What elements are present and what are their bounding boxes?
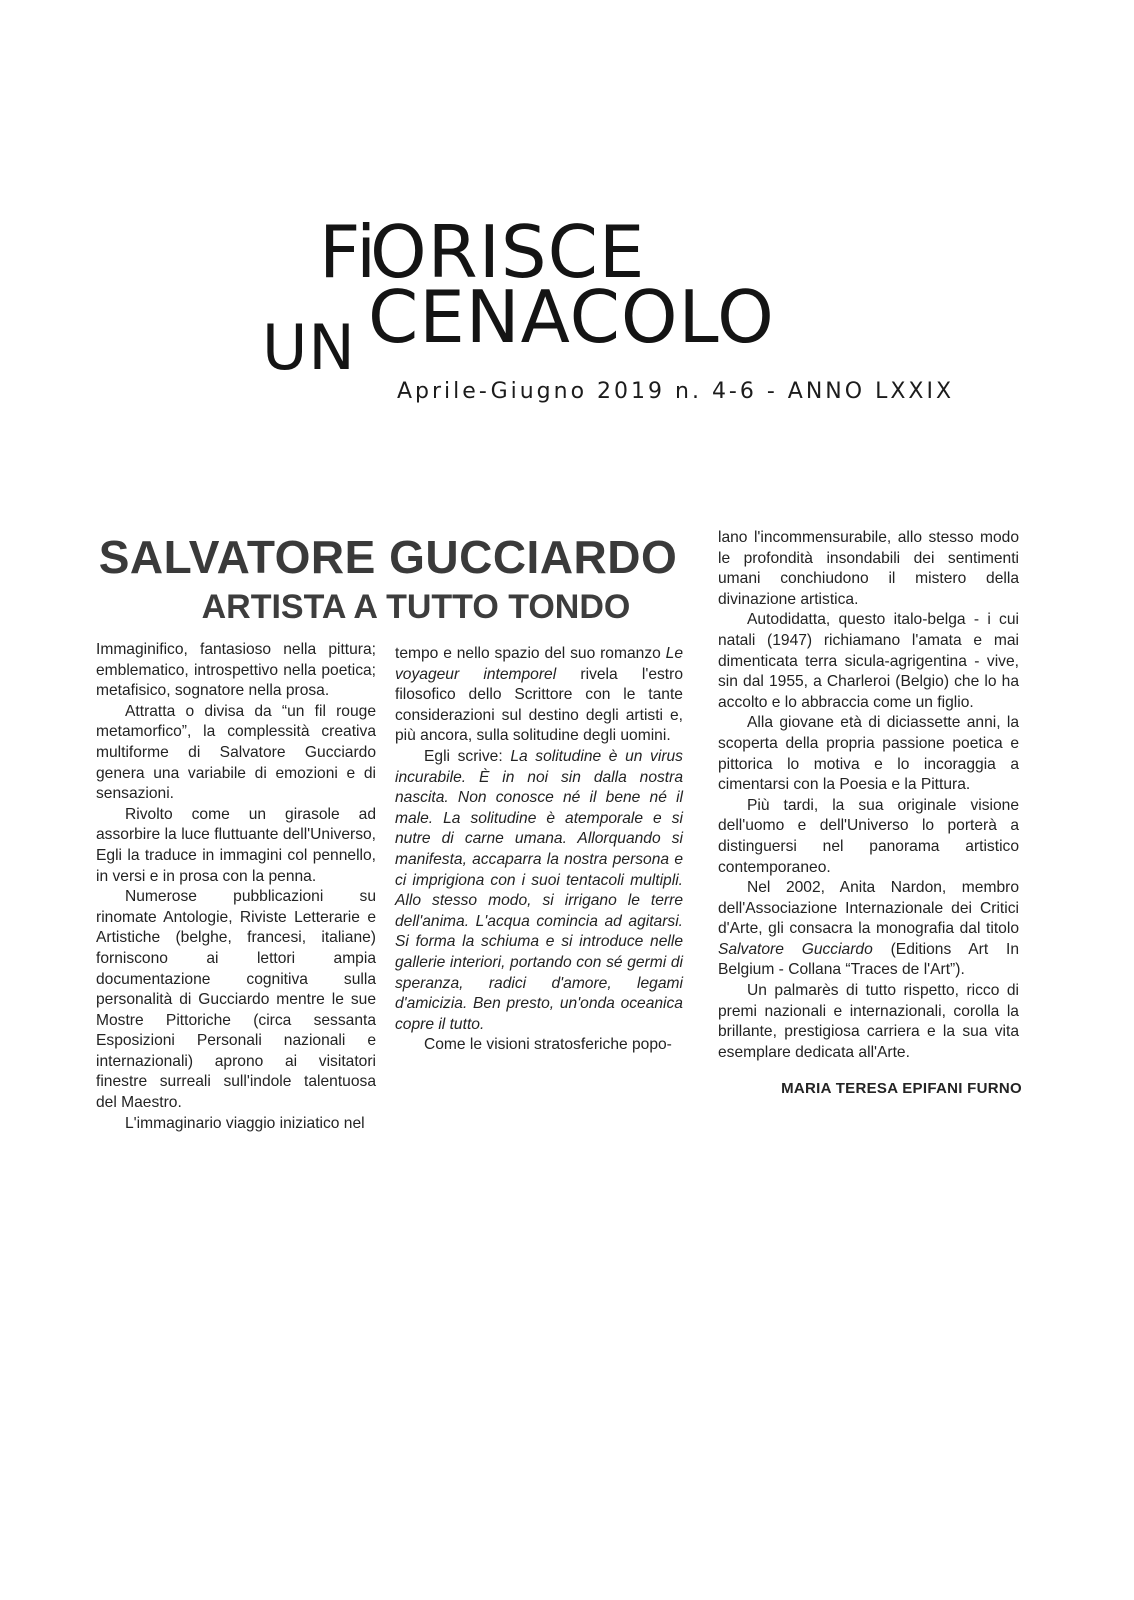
quotation: La solitudine è un virus incurabile. È in noi sin dalla nostra nascita. Non conosce né il bene né il male. La solitudine è atemporale e si nutre di carne umana. Allorquando si manifesta, accaparra la nostra persona e ci imprigiona con i suoi tentacoli multipli. Allo stesso modo, si irrigano le terre dell'anima. L'acqua comincia ad agitarsi. Si forma la schiuma e si introduce nelle gallerie interiori, portando con sé germi di speranza, radici d'amore, legami d'amicizia. Ben presto, un'onda oceanica copre il tutto.	[395, 747, 683, 1033]
article-headline: SALVATORE GUCCIARDO	[98, 531, 678, 583]
paragraph: Alla giovane età di diciassette anni, la scoperta della propria passione poetica e pittorica lo motiva e lo incoraggia a cimentarsi con la Poesia e la Pittura.	[718, 714, 1019, 794]
text-run: tempo e nello spazio del suo romanzo	[395, 645, 666, 662]
masthead-orisce: ORISCE	[370, 210, 646, 294]
paragraph: Più tardi, la sua originale visione dell'uomo e dell'Universo lo porterà a distinguersi nel panorama artistico contemporaneo.	[718, 796, 1019, 876]
paragraph: L'immaginario viaggio iniziatico nel	[125, 1114, 365, 1132]
article-column-2	[395, 644, 683, 1056]
paragraph	[395, 747, 683, 1035]
monograph-title: Salvatore Gucciardo	[718, 940, 873, 958]
masthead-fi: Fi	[319, 210, 378, 294]
paragraph: Attratta o divisa da “un fil rouge metamorfico”, la complessità creativa multiforme di Salvatore Gucciardo genera una variabile di emozioni e di sensazioni.	[96, 702, 376, 803]
paragraph: Un palmarès di tutto rispetto, ricco di premi nazionali e internazionali, corolla la brillante, prestigiosa carriera e la sua vita esemplare dedicata all'Arte.	[718, 982, 1019, 1061]
article-column-3	[718, 528, 1019, 1063]
text-run: Nel 2002, Anita Nardon, membro dell'Associazione Internazionale dei Critici d'Arte, gli consacra la monografia dal titolo	[718, 879, 1019, 938]
paragraph	[718, 878, 1019, 981]
masthead-cenacolo: CENACOLO	[368, 275, 775, 359]
paragraph: Autodidatta, questo italo-belga - i cui natali (1947) richiamano l'amata e mai dimenticata terra sicula-agrigentina - vive, sin dal 1955, a Charleroi (Belgio) che lo ha accolto e lo abbraccia come un figlio.	[718, 611, 1019, 711]
author-byline: MARIA TERESA EPIFANI FURNO	[781, 1080, 1022, 1097]
text-run: Egli scrive:	[424, 747, 511, 765]
issue-line: Aprile-Giugno 2019 n. 4-6 - ANNO LXXIX	[397, 379, 955, 404]
paragraph: Rivolto come un girasole ad assorbire la luce fluttuante dell'Universo, Egli la traduce in immagini col pennello, in versi e in prosa con la penna.	[96, 805, 376, 885]
masthead-un: UN	[262, 311, 356, 384]
article-column-1	[96, 640, 376, 1134]
masthead	[0, 0, 1134, 420]
paragraph: Numerose pubblicazioni su rinomate Antologie, Riviste Letterarie e Artistiche (belghe, francesi, italiane) forniscono ai lettori ampia documentazione cognitiva sulla personalità di Gucciardo mentre le sue Mostre Pittoriche (circa sessanta Esposizioni Personali nazionali e internazionali) aprono ai visitatori finestre surreali sull'indole talentuosa del Maestro.	[96, 888, 376, 1112]
book-title: Le voyageur intemporel	[395, 645, 683, 683]
paragraph: Immaginifico, fantasioso nella pittura; emblematico, introspettivo nella poetica; metafisico, sognatore nella prosa.	[96, 641, 376, 700]
paragraph	[395, 644, 683, 747]
text-run: (Editions Art In Belgium - Collana “Traces de l'Art”).	[718, 940, 1019, 979]
paragraph: lano l'incommensurabile, allo stesso modo le profondità insondabili dei sentimenti umani conchiudono il mistero della divinazione artistica.	[718, 529, 1019, 608]
article-subheadline: ARTISTA A TUTTO TONDO	[201, 588, 631, 626]
text-run: rivela l'estro filosofico dello Scrittore con le tante considerazioni sul destino degli artisti e, più ancora, sulla solitudine degli uomini.	[395, 665, 683, 745]
paragraph: Come le visioni stratosferiche popo-	[424, 1036, 672, 1054]
